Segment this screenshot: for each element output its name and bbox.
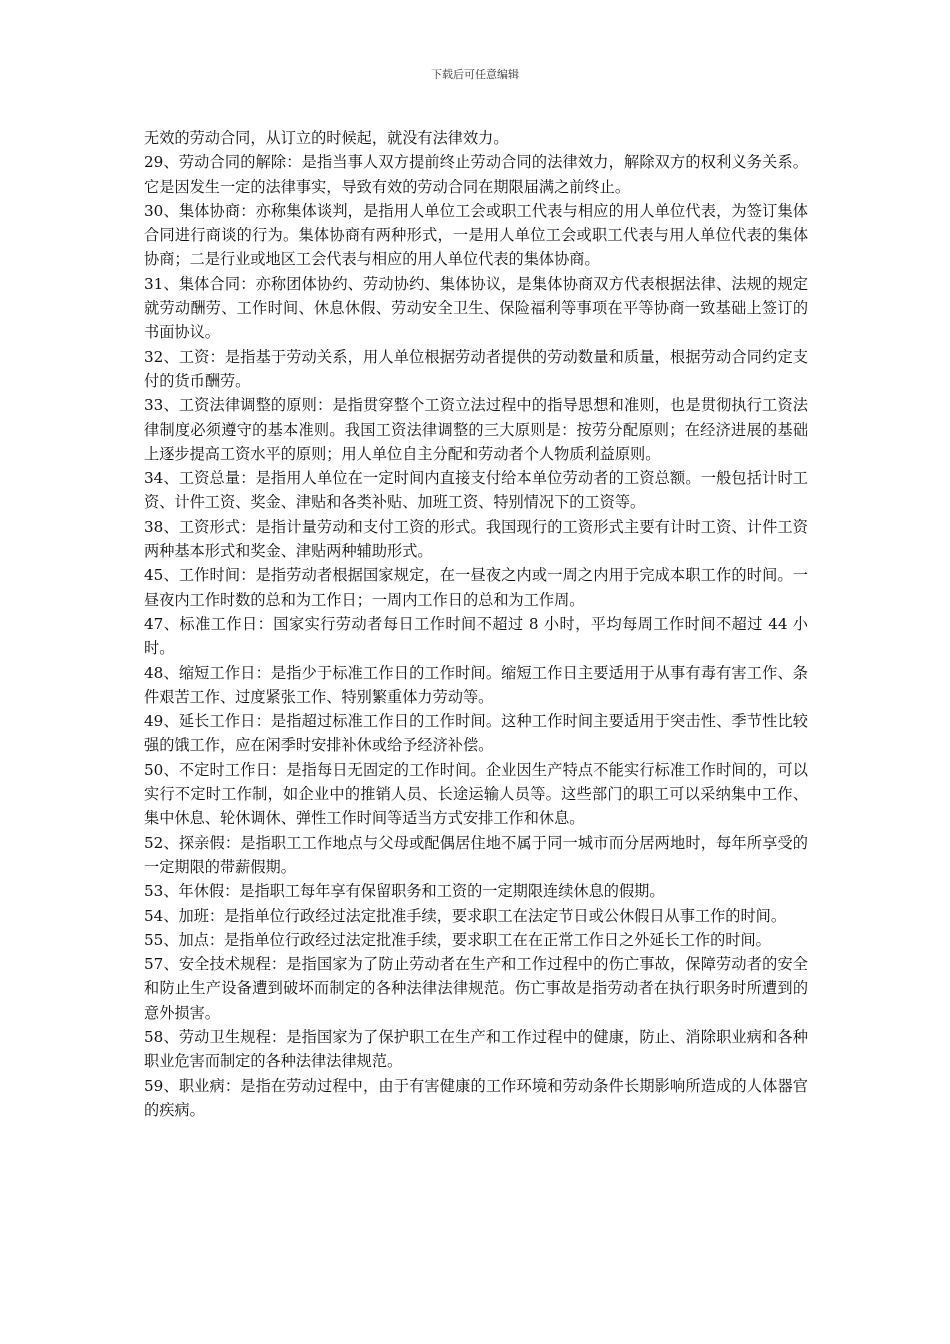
page-header: 下载后可任意编辑 bbox=[431, 68, 519, 81]
paragraph: 30、集体协商：亦称集体谈判，是指用人单位工会或职工代表与相应的用人单位代表，为签订集体合同进行商谈的行为。集体协商有两种形式，一是用人单位工会或职工代表与用人单位代表的集体协商；二是行业或地区工会代表与相应的用人单位代表的集体协商。 bbox=[144, 201, 808, 269]
document-body bbox=[144, 126, 808, 1122]
paragraph: 49、延长工作日：是指超过标准工作日的工作时间。这种工作时间主要适用于突击性、季节性比较强的饿工作，应在闲季时安排补休或给予经济补偿。 bbox=[144, 712, 808, 755]
paragraph: 34、工资总量：是指用人单位在一定时间内直接支付给本单位劳动者的工资总额。一般包括计时工资、计件工资、奖金、津贴和各类补贴、加班工资、特别情况下的工资等。 bbox=[144, 469, 808, 512]
paragraph: 45、工作时间：是指劳动者根据国家规定，在一昼夜之内或一周之内用于完成本职工作的时间。一昼夜内工作时数的总和为工作日；一周内工作日的总和为工作周。 bbox=[144, 566, 808, 609]
paragraph: 55、加点：是指单位行政经过法定批准手续，要求职工在在正常工作日之外延长工作的时间。 bbox=[144, 930, 771, 949]
paragraph: 57、安全技术规程：是指国家为了防止劳动者在生产和工作过程中的伤亡事故，保障劳动者的安全和防止生产设备遭到破坏而制定的各种法律法律规范。伤亡事故是指劳动者在执行职务时所遭到的意外损害。 bbox=[144, 955, 808, 1022]
paragraph: 50、不定时工作日：是指每日无固定的工作时间。企业因生产特点不能实行标准工作时间的，可以实行不定时工作制，如企业中的推销人员、长途运输人员等。这些部门的职工可以采纳集中工作、集中休息、轮休调休、弹性工作时间等适当方式安排工作和休息。 bbox=[144, 760, 808, 828]
paragraph: 59、职业病：是指在劳动过程中，由于有害健康的工作环境和劳动条件长期影响所造成的人体器官的疾病。 bbox=[144, 1076, 808, 1119]
paragraph: 38、工资形式：是指计量劳动和支付工资的形式。我国现行的工资形式主要有计时工资、计件工资两种基本形式和奖金、津贴两种辅助形式。 bbox=[144, 517, 808, 561]
paragraph: 32、工资：是指基于劳动关系，用人单位根据劳动者提供的劳动数量和质量，根据劳动合同约定支付的货币酬劳。 bbox=[144, 347, 808, 390]
paragraph: 53、年休假：是指职工每年享有保留职务和工资的一定期限连续休息的假期。 bbox=[144, 882, 665, 901]
paragraph: 48、缩短工作日：是指少于标准工作日的工作时间。缩短工作日主要适用于从事有毒有害工作、条件艰苦工作、过度紧张工作、特别繁重体力劳动等。 bbox=[144, 663, 808, 706]
paragraph: 58、劳动卫生规程：是指国家为了保护职工在生产和工作过程中的健康，防止、消除职业病和各种职业危害而制定的各种法律法律规范。 bbox=[144, 1027, 808, 1071]
paragraph: 52、探亲假：是指职工工作地点与父母或配偶居住地不属于同一城市而分居两地时，每年所享受的一定期限的带薪假期。 bbox=[144, 833, 808, 876]
paragraph: 33、工资法律调整的原则：是指贯穿整个工资立法过程中的指导思想和准则，也是贯彻执行工资法律制度必须遵守的基本准则。我国工资法律调整的三大原则是：按劳分配原则；在经济进展的基础上逐步提高工资水平的原则；用人单位自主分配和劳动者个人物质利益原则。 bbox=[144, 396, 808, 463]
paragraph: 47、标准工作日：国家实行劳动者每日工作时间不超过 8 小时，平均每周工作时间不超过 44 小时。 bbox=[144, 614, 808, 658]
paragraph: 29、劳动合同的解除：是指当事人双方提前终止劳动合同的法律效力，解除双方的权利义务关系。它是因发生一定的法律事实，导致有效的劳动合同在期限届满之前终止。 bbox=[144, 153, 808, 196]
paragraph: 54、加班：是指单位行政经过法定批准手续，要求职工在法定节日或公休假日从事工作的时间。 bbox=[144, 906, 787, 925]
paragraph: 31、集体合同：亦称团体协约、劳动协约、集体协议，是集体协商双方代表根据法律、法规的规定就劳动酬劳、工作时间、休息休假、劳动安全卫生、保险福利等事项在平等协商一致基础上签订的书面协议。 bbox=[144, 274, 808, 342]
paragraph: 无效的劳动合同，从订立的时候起，就没有法律效力。 bbox=[144, 129, 509, 147]
